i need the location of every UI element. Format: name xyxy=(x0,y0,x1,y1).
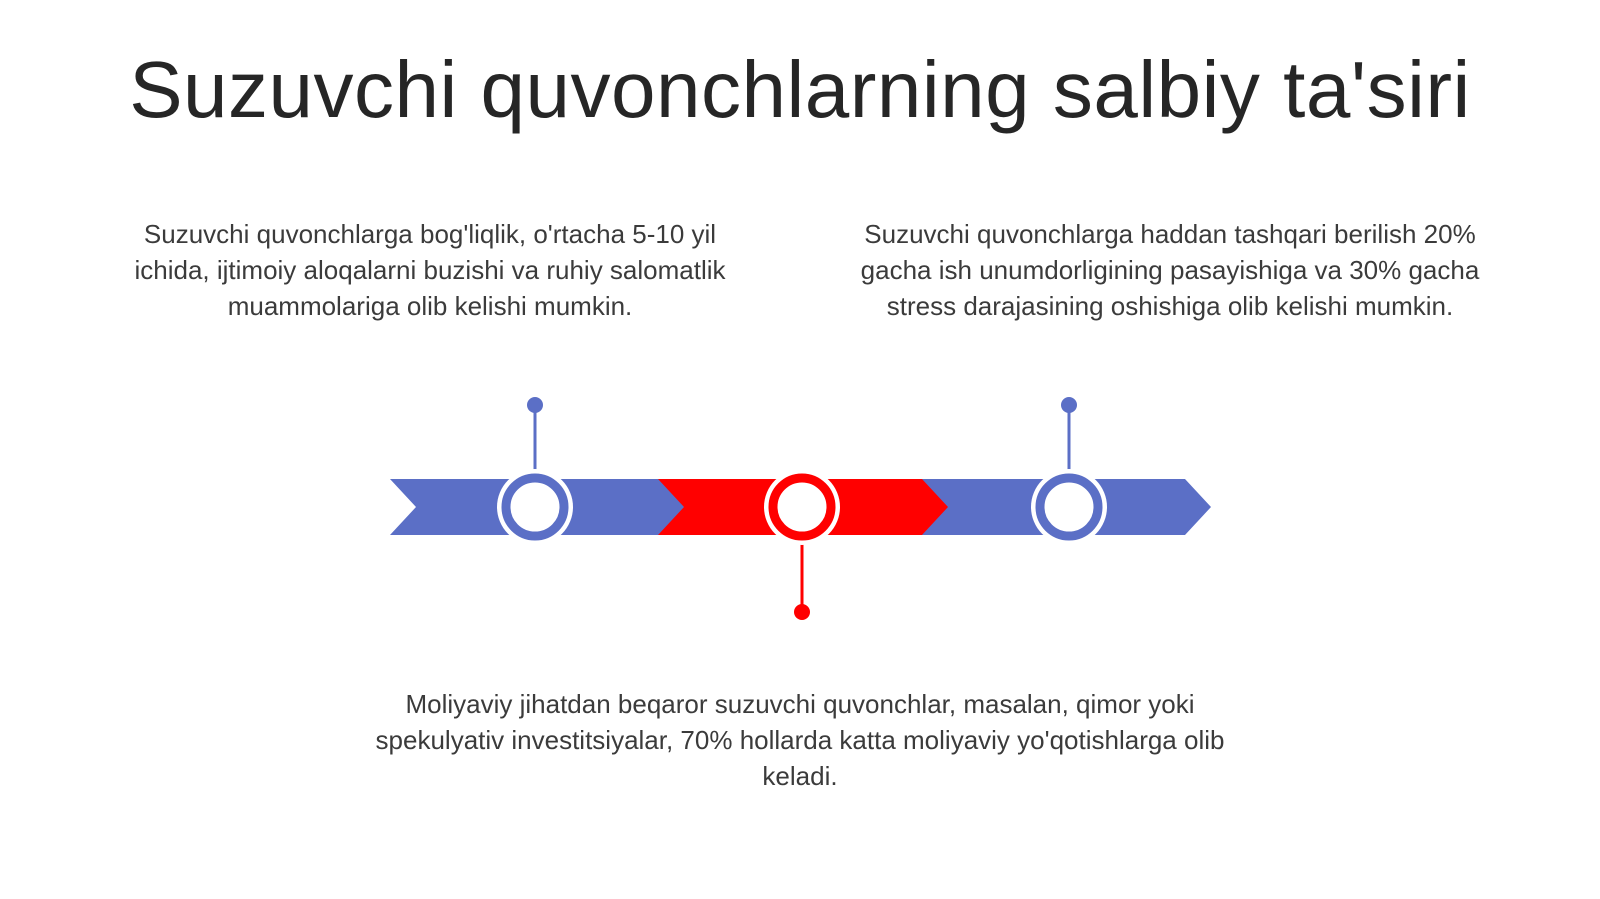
timeline-segment-3 xyxy=(922,479,1211,535)
point-1-text: Suzuvchi quvonchlarga bog'liqlik, o'rtacha 5-10 yil ichida, ijtimoiy aloqalarni buzishi va ruhiy salomatlik muammolariga olib kelishi mumkin. xyxy=(134,219,726,321)
milestone-3 xyxy=(1031,469,1107,545)
timeline-segment-2 xyxy=(658,479,950,535)
connector-3-dot xyxy=(1061,397,1077,413)
point-3-text: Suzuvchi quvonchlarga haddan tashqari berilish 20% gacha ish unumdorligining pasayishiga va 30% gacha stress darajasining oshishiga olib kelishi mumkin. xyxy=(860,219,1480,321)
timeline-segment-1 xyxy=(390,479,686,535)
slide-title: Suzuvchi quvonchlarning salbiy ta'siri xyxy=(129,45,1471,134)
connector-1-dot xyxy=(527,397,543,413)
milestone-1 xyxy=(497,469,573,545)
point-2-text: Moliyaviy jihatdan beqaror suzuvchi quvonchlar, masalan, qimor yoki spekulyativ investitsiyalar, 70% hollarda katta moliyaviy yo'qotishlarga olib keladi. xyxy=(375,689,1225,791)
connector-2-dot xyxy=(794,604,810,620)
milestone-2 xyxy=(764,469,840,545)
